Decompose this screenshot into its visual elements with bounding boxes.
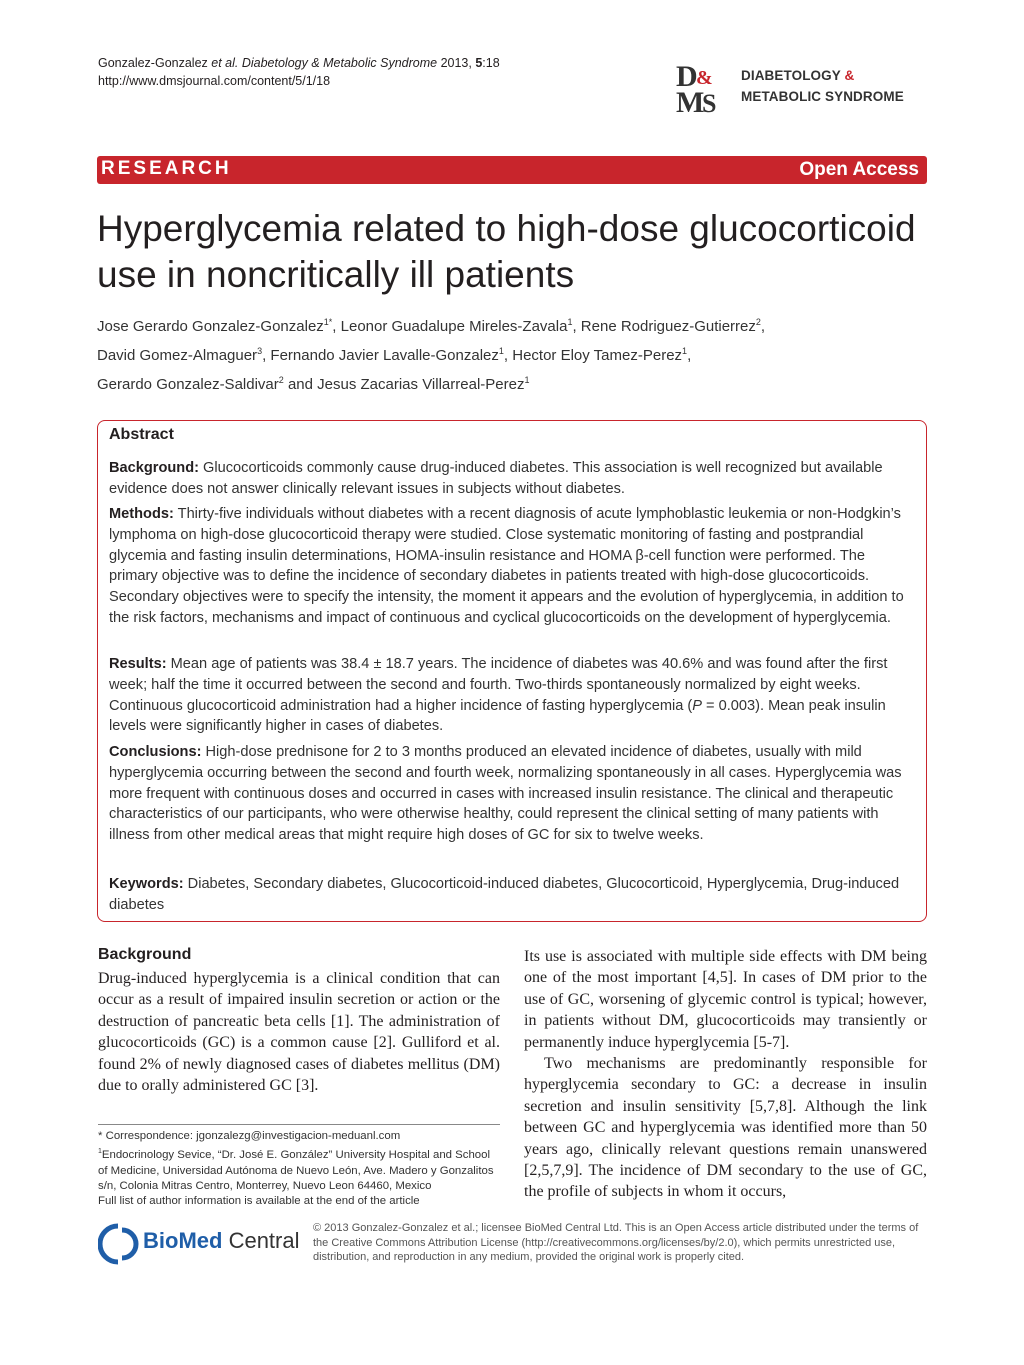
svg-text:D: D: [676, 60, 698, 93]
journal-name: DIABETOLOGY & METABOLIC SYNDROME: [741, 68, 904, 104]
footnote: [98, 1129, 500, 1210]
correspondence-line: * Correspondence: jgonzalezg@investigacion-meduanl.com: [98, 1130, 401, 1142]
publisher-name: BioMed Central: [143, 1228, 300, 1253]
section-heading-background: Background: [98, 946, 192, 963]
body-paragraph: Two mechanisms are predominantly responsible for hyperglycemia secondary to GC: a decrease in insulin secretion and insulin sensitivity [5,7,8]. Although the link between GC and hyperglycemia was identified more than 50 years ago, clinically relevant questions remain unanswered [2,5,7,9]. The incidence of DM secondary to the use of GC, the profile of subjects in whom it occurs,: [524, 1055, 927, 1201]
journal-logo-icon: [676, 58, 722, 116]
body-left-column: [98, 968, 500, 1096]
abstract-background: Background: Glucocorticoids commonly cause drug-induced diabetes. This association is well recognized but available evidence does not answer clinically relevant issues in subjects without diabetes.: [109, 460, 883, 497]
author-line-3: Gerardo Gonzalez-Saldivar$^2$ and Jesus Zacarias Villarreal-Perez$^1$: [97, 375, 530, 393]
footnote-divider: [98, 1124, 500, 1125]
abstract-conclusions: Conclusions: High-dose prednisone for 2 to 3 months produced an elevated incidence of diabetes, usually with mild hyperglycemia occurring between the second and fourth week, normalizing spontaneously in all cases. Hyperglycemia was more frequent with continuous doses and occurred in cases with increased insulin resistance. The clinical and therapeutic characteristics of our participants, who were otherwise healthy, could represent the clinical setting of many patients with illness from other medical areas that might require high doses of GC for six to twelve weeks.: [109, 744, 902, 844]
abstract-heading: Abstract: [109, 426, 174, 443]
svg-text:S: S: [702, 89, 717, 116]
open-access-label: Open Access: [799, 159, 919, 180]
article-type-label: RESEARCH: [101, 158, 232, 179]
svg-text:&: &: [696, 67, 713, 89]
body-right-column: [524, 946, 927, 1203]
body-paragraph: Drug-induced hyperglycemia is a clinical condition that can occur as a result of impaired insulin secretion or action or the destruction of pancreatic beta cells [1]. The administration of glucocorticoids (GC) is a common cause [2]. Gulliford et al. found 2% of newly diagnosed cases of diabetes mellitus (DM) due to orally administered GC [3].: [98, 970, 500, 1095]
author-list: [97, 310, 927, 397]
abstract-keywords: Keywords: Diabetes, Secondary diabetes, Glucocorticoid-induced diabetes, Glucocorticoid, Hyperglycemia, Drug-induced diabetes: [109, 876, 900, 913]
article-type-banner: [97, 156, 927, 184]
affiliation-line: $^1$Endocrinology Sevice, “Dr. José E. González” University Hospital and School of Medicine, Universidad Autónoma de Nuevo León, Ave. Madero y Gonzalitos s/n, Colonia Mitras Centro, Monterrey, Nuevo Leon 64460, Mexico: [98, 1148, 494, 1193]
license-text: © 2013 Gonzalez-Gonzalez et al.; licensee BioMed Central Ltd. This is an Open Access article distributed under the terms of the Creative Commons Attribution License (http://creativecommons.org/licenses/by/2.0), which permits unrestricted use, distribution, and reproduction in any medium, provided the original work is properly cited.: [313, 1222, 919, 1264]
full-author-info-note: Full list of author information is available at the end of the article: [98, 1195, 420, 1208]
citation-line: Gonzalez-Gonzalez et al. Diabetology & Metabolic Syndrome 2013, 5:18: [98, 56, 500, 70]
citation-header: [98, 54, 500, 90]
svg-text:M: M: [676, 86, 705, 116]
abstract-methods: Methods: Thirty-five individuals without diabetes with a recent diagnosis of acute lymphoblastic leukemia or non-Hodgkin’s lymphoma on high-dose glucocorticoid therapy were studied. Close systematic monitoring of fasting and postprandial glycemia and fasting insulin determinations, HOMA-insulin resistance and HOMA β-cell function were performed. The primary objective was to define the incidence of secondary diabetes in patients treated with high-dose glucocorticoids. Secondary objectives were to specify the intensity, the moment it appears and the evolution of hyperglycemia, in addition to the risk factors, mechanisms and impact of continuous and cyclical glucocorticoids on the development of hyperglycemia.: [109, 506, 904, 626]
author-line-1: Jose Gerardo Gonzalez-Gonzalez$^{1*}$, Leonor Guadalupe Mireles-Zavala$^1$, Rene Rodriguez-Gutierrez$^2$,: [97, 317, 766, 335]
abstract-results: Results: Mean age of patients was 38.4 ± 18.7 years. The incidence of diabetes was 40.6% and was found after the first week; half the time it occurred between the second and fourth. Two-thirds spontaneously normalized by eight weeks. Continuous glucocorticoid administration had a higher incidence of fasting hyperglycemia (P = 0.003). Mean peak insulin levels were significantly higher in cases of diabetes.: [109, 656, 888, 735]
author-line-2: David Gomez-Almaguer$^3$, Fernando Javier Lavalle-Gonzalez$^1$, Hector Eloy Tamez-Perez$^1$,: [97, 346, 692, 364]
body-paragraph: Its use is associated with multiple side effects with DM being one of the most important [4,5]. In cases of DM prior to the use of GC, worsening of glycemic control is typical; however, in patients without DM, glucocorticoids may transiently or permanently induce hyperglycemia [5-7].: [524, 948, 927, 1051]
article-title: Hyperglycemia related to high-dose glucocorticoid use in noncritically ill patients: [97, 208, 916, 295]
article-url-link[interactable]: http://www.dmsjournal.com/content/5/1/18: [98, 74, 331, 88]
